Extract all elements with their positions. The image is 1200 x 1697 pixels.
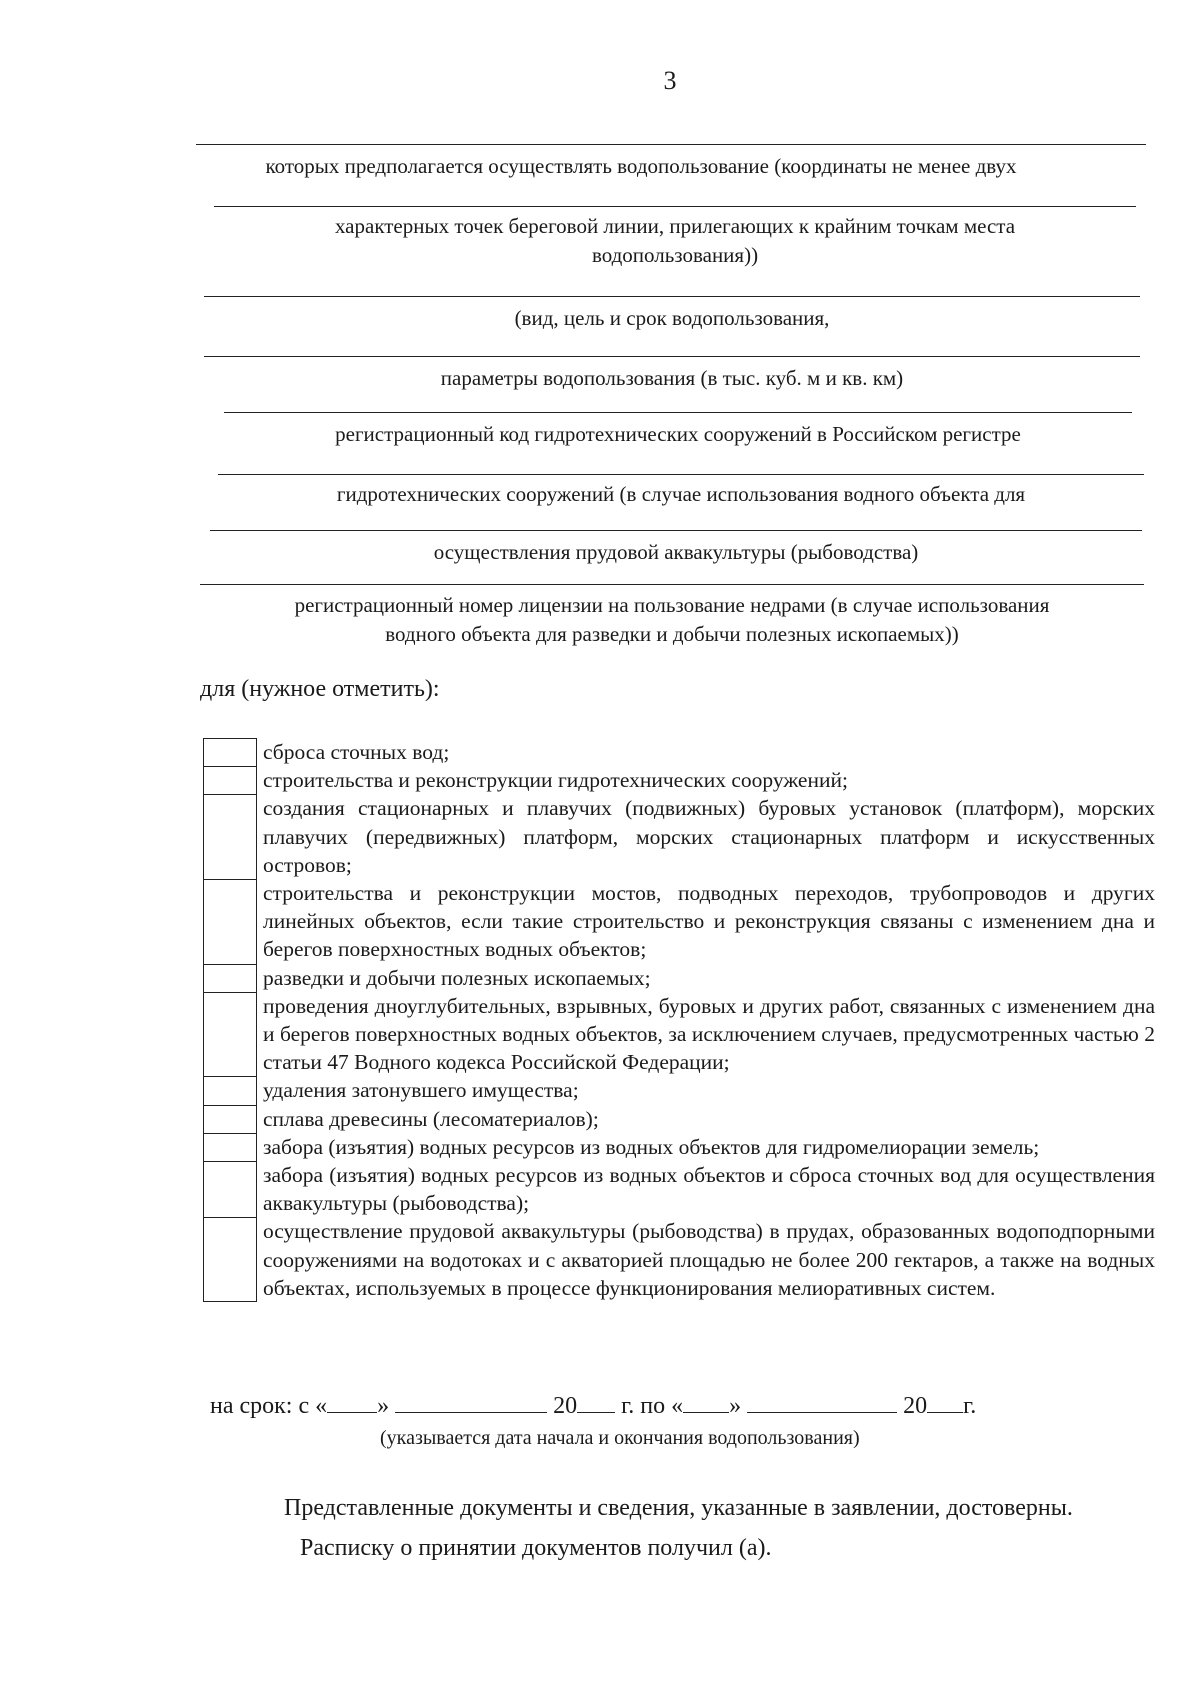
checkbox-sunken-property[interactable] <box>203 1076 257 1104</box>
checkbox-timber-rafting[interactable] <box>203 1105 257 1133</box>
checklist-row <box>203 992 1155 1077</box>
receipt-statement: Расписку о принятии документов получил (а). <box>300 1535 772 1561</box>
checklist-label: разведки и добычи полезных ископаемых; <box>263 965 651 990</box>
checkbox-aquaculture-intake[interactable] <box>203 1161 257 1217</box>
statement-block <box>214 1490 1154 1566</box>
checklist-row <box>203 879 1155 964</box>
checklist-label: сплава древесины (лесоматериалов); <box>263 1106 599 1131</box>
start-day-field[interactable] <box>327 1392 377 1413</box>
checkbox-bridges-pipelines[interactable] <box>203 879 257 964</box>
caption-line: водопользования)) <box>591 243 759 267</box>
term-quote-close: » <box>729 1393 742 1419</box>
reliability-statement: Представленные документы и сведения, указанные в заявлении, достоверны. <box>284 1495 1073 1521</box>
fill-line-type-purpose <box>204 296 1140 297</box>
caption-hydrotechnical <box>218 480 1144 509</box>
purpose-checklist <box>203 738 1155 1302</box>
caption-line: осуществления прудовой аквакультуры (рыбоводства) <box>433 540 919 564</box>
caption-line: параметры водопользования (в тыс. куб. м и кв. км) <box>440 366 904 390</box>
caption-aquaculture <box>210 538 1142 567</box>
fill-line-parameters <box>204 356 1140 357</box>
term-by-text: г. по « <box>621 1393 684 1419</box>
term-caption: (указывается дата начала и окончания водопользования) <box>380 1427 860 1449</box>
caption-line: гидротехнических сооружений (в случае использования водного объекта для <box>336 482 1026 506</box>
checklist-row <box>203 794 1155 879</box>
end-day-field[interactable] <box>683 1392 729 1413</box>
checkbox-wastewater-discharge[interactable] <box>203 738 257 766</box>
checklist-label: строительства и реконструкции гидротехнических сооружений; <box>263 768 848 793</box>
checkbox-pond-aquaculture[interactable] <box>203 1217 257 1302</box>
term-line <box>210 1392 976 1420</box>
caption-type-purpose <box>204 304 1140 333</box>
checklist-row <box>203 1217 1155 1302</box>
caption-line: регистрационный номер лицензии на пользование недрами (в случае использования <box>294 593 1050 617</box>
checklist-label: осуществление прудовой аквакультуры (рыбоводства) в прудах, образованных водоподпорными сооружениями на водотоках и с акваторией площадью не более 200 гектаров, а также на водных объектах, используемых в процессе функционирования мелиоративных систем. <box>263 1219 1155 1300</box>
term-quote-close: » <box>377 1393 390 1419</box>
fill-line-hydrotechnical <box>218 474 1144 475</box>
term-year-prefix: 20 <box>903 1393 928 1419</box>
checklist-label: строительства и реконструкции мостов, подводных переходов, трубопроводов и других линейных объектов, если такие строительство и реконструкция связаны с изменением дна и берегов поверхностных водных объектов; <box>263 881 1155 962</box>
page-number: 3 <box>663 66 677 95</box>
checklist-label: забора (изъятия) водных ресурсов из водных объектов и сброса сточных вод для осуществления аквакультуры (рыбоводства); <box>263 1163 1155 1216</box>
fill-line-aquaculture <box>210 530 1142 531</box>
checklist-label: сброса сточных вод; <box>263 740 450 764</box>
start-year-field[interactable] <box>577 1392 615 1413</box>
caption-registration-code <box>224 420 1132 449</box>
caption-coordinates <box>196 152 1086 181</box>
checklist-row <box>203 766 1155 794</box>
checklist-label: забора (изъятия) водных ресурсов из водных объектов для гидромелиорации земель; <box>263 1134 1040 1159</box>
checklist-label: проведения дноуглубительных, взрывных, буровых и других работ, связанных с изменением дна и берегов поверхностных водных объектов, за исключением случаев, предусмотренных частью 2 статьи 47 Водного кодекса Российской Федерации; <box>263 993 1155 1075</box>
checklist-label: создания стационарных и плавучих (подвижных) буровых установок (платформ), морских плавучих (передвижных) платформ, морских стационарных платформ и искусственных островов; <box>263 796 1155 877</box>
checklist-row <box>203 738 1155 766</box>
caption-line: регистрационный код гидротехнических сооружений в Российском регистре <box>335 422 1021 446</box>
checklist-row <box>203 964 1155 992</box>
checkbox-hydromelioration-intake[interactable] <box>203 1133 257 1161</box>
caption-line: характерных точек береговой линии, прилегающих к крайним точкам места <box>334 214 1016 238</box>
fill-line-coordinates-top <box>196 144 1146 145</box>
checkbox-dredging-works[interactable] <box>203 992 257 1077</box>
for-label: для (нужное отметить): <box>200 676 440 702</box>
caption-line: (вид, цель и срок водопользования, <box>514 306 830 330</box>
checkbox-drilling-platforms[interactable] <box>203 794 257 879</box>
caption-line: которых предполагается осуществлять водопользование (координаты не менее двух <box>265 154 1017 178</box>
checklist-row <box>203 1105 1155 1133</box>
fill-line-registration-code <box>224 412 1132 413</box>
checkbox-mineral-extraction[interactable] <box>203 964 257 992</box>
checklist-label: удаления затонувшего имущества; <box>263 1078 579 1103</box>
start-month-field[interactable] <box>395 1392 547 1413</box>
caption-license <box>200 591 1144 649</box>
caption-parameters <box>204 364 1140 393</box>
checklist-row <box>203 1133 1155 1161</box>
fill-line-license <box>200 584 1144 585</box>
checkbox-hydrotechnical-construction[interactable] <box>203 766 257 794</box>
caption-line: водного объекта для разведки и добычи полезных ископаемых)) <box>385 622 959 646</box>
term-year-prefix: 20 <box>553 1393 578 1419</box>
term-year-suffix: г. <box>963 1393 977 1419</box>
end-month-field[interactable] <box>747 1392 897 1413</box>
end-year-field[interactable] <box>927 1392 963 1413</box>
checklist-row <box>203 1076 1155 1104</box>
caption-shore-points <box>214 212 1136 270</box>
fill-line-shore-points <box>214 206 1136 207</box>
term-prefix: на срок: с « <box>210 1393 328 1419</box>
checklist-row <box>203 1161 1155 1217</box>
